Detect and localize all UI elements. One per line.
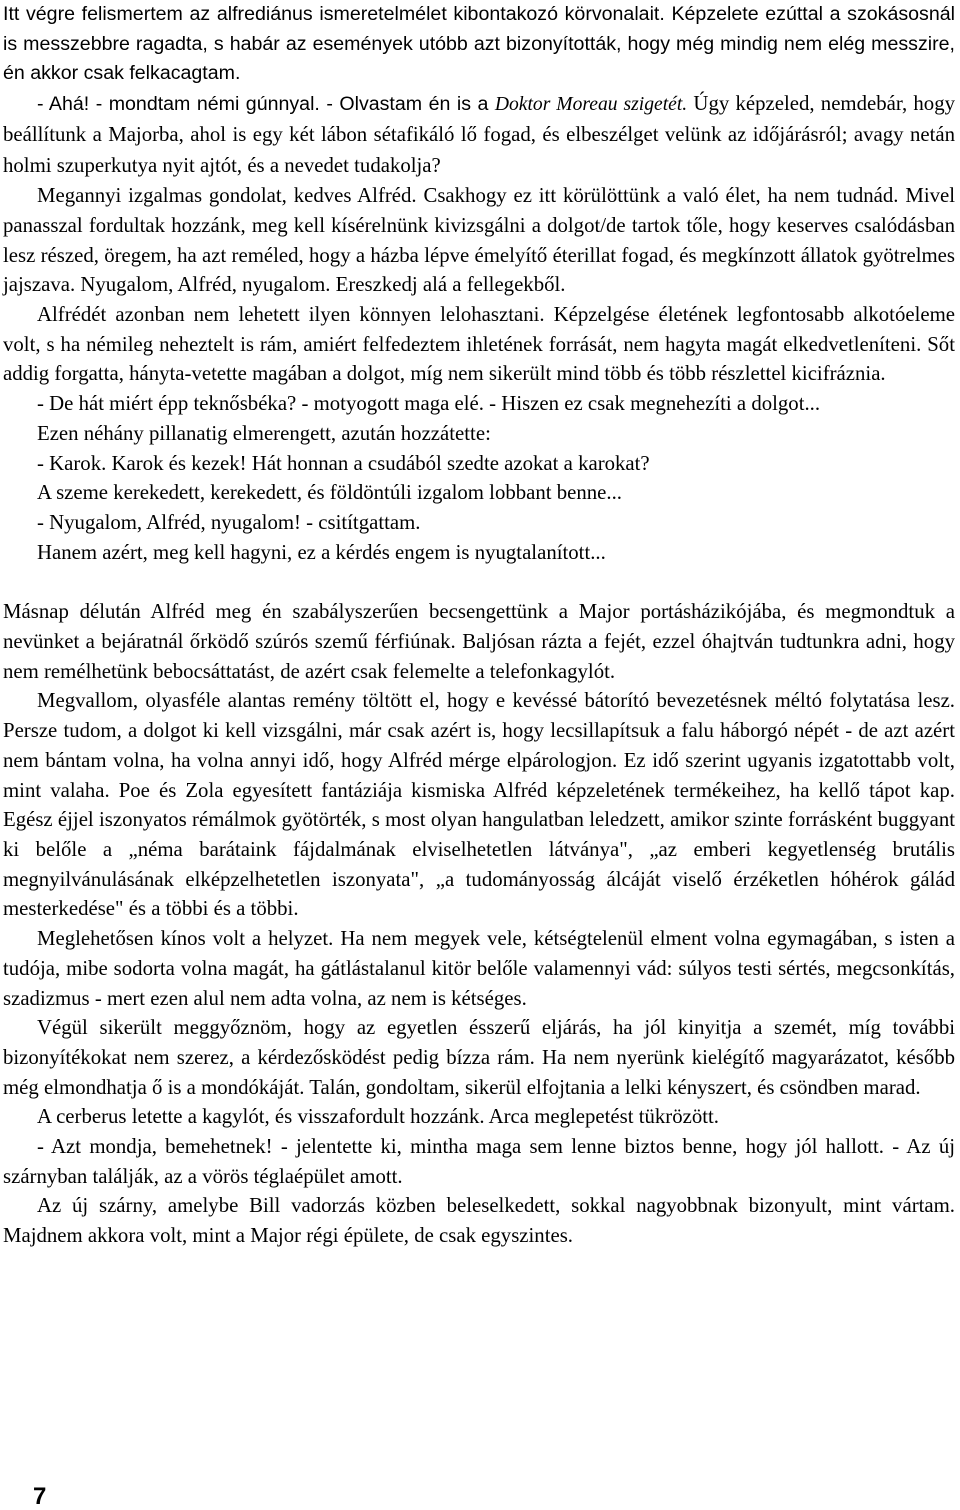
paragraph-11: Másnap délután Alfréd meg én szabályszerűen becsengettünk a Major portásházikójába, és megmondtuk a nevünket a bejáratnál őrködő szúrós szemű férfiúnak. Baljósan rázta a fejét, ezzel óhajtván tudtunkra adni, hogy nem remélhetünk bebocsáttatást, de azért csak felemelte a telefonkagylót. (3, 600, 955, 683)
paragraph-5: - De hát miért épp teknősbéka? - motyogott maga elé. - Hiszen ez csak megnehezíti a dolgot... (37, 392, 821, 416)
paragraph-1: Itt végre felismertem az alfrediánus ismeretelmélet kibontakozó körvonalait. Képzelete ezúttal a szokásosnál is messzebbre ragadta, s habár az események utóbb azt bizonyították, hogy még mindig nem elég messzire, én akkor csak felkacagtam. (3, 3, 955, 85)
paragraph-3: Megannyi izgalmas gondolat, kedves Alfréd. Csakhogy ez itt körülöttünk a való élet, ha nem tudnád. Mivel panasszal fordultak hozzánk, meg kell kísérelnünk kivizsgálni a dolgot/de tartok tőle, hogy keserves csalódásban lesz részed, öregem, ha azt reméled, hogy a házba lépve émelyítő éterillat fogad, és megkínzott állatok gyötrelmes jajszava. Nyugalom, Alfréd, nyugalom. Ereszkedj alá a fellegekből. (3, 184, 955, 297)
book-title-italic: Doktor Moreau szigetét. (494, 94, 688, 116)
paragraph-2 (3, 89, 955, 181)
paragraph-2-part-a: - Ahá! - mondtam némi gúnnyal. - Olvastam én is a (37, 93, 495, 116)
paragraph-9: - Nyugalom, Alfréd, nyugalom! - csitítgattam. (37, 510, 421, 534)
paragraph-6: Ezen néhány pillanatig elmerengett, azután hozzátette: (37, 421, 491, 445)
section-break (3, 567, 955, 597)
paragraph-15: A cerberus letette a kagylót, és visszafordult hozzánk. Arca meglepetést tükrözött. (37, 1105, 720, 1129)
paragraph-10: Hanem azért, meg kell hagyni, ez a kérdés engem is nyugtalanított... (37, 540, 606, 564)
paragraph-12: Megvallom, olyasféle alantas remény töltött el, hogy e kevéssé bátorító bevezetésnek méltó folytatása lesz. Persze tudom, a dolgot ki kell vizsgálni, már csak azért is, hogy lecsillapítsuk a falu háborgó népét - de azt azért nem bántam volna, ha volna annyi idő, hogy Alfréd mérge elpárologjon. Ez idő szerint ugyanis izgatottabb volt, mint valaha. Poe és Zola egyesített fantáziája kismiska Alfréd képzeletének termékeihez, ha kellő tápot kap. Egész éjjel iszonyatos rémálmok gyötörték, s most olyan hangulatban leledzett, amikor szinte forrásként buggyant ki belőle a „néma barátaink fájdalmának elviselhetetlen látványa", „az emberi kegyetlenség brutális megnyilvánulásának elképzelhetetlen iszonyata", „a tudományosság álcáját viselő érzéketlen hóhérok gálád mesterkedése" és a többi és a többi. (3, 689, 955, 921)
document-page (3, 0, 955, 1251)
paragraph-13: Meglehetősen kínos volt a helyzet. Ha nem megyek vele, kétségtelenül elment volna egymagában, s isten a tudója, mibe sodorta volna magát, ha gátlástalanul kitör belőle valamennyi vád: súlyos testi sértés, megcsonkítás, szadizmus - mert ezen alul nem adta volna, az nem is kétséges. (3, 927, 955, 1010)
paragraph-2-part-c: Úgy képzeled, nemdebár, hogy beállítunk a Majorba, ahol is egy két lábon sétafikáló lő fogad, és elbeszélget velünk az időjárásról; avagy netán holmi szuperkutya nyit ajtót, és a nevedet tudakolja? (3, 92, 955, 177)
paragraph-4: Alfrédét azonban nem lehetett ilyen könnyen lelohasztani. Képzelgése életének legfontosabb alkotóeleme volt, s ha némileg neheztelt is rám, amiért felfedeztem ihletének forrását, nem hagyta magát elkedvetleníteni. Sőt addig forgatta, hányta-vetette magában a dolgot, míg nem sikerült mind több és több részlettel kicifráznia. (3, 303, 955, 386)
paragraph-16: - Azt mondja, bemehetnek! - jelentette ki, mintha maga sem lenne biztos benne, hogy jól hallott. - Az új szárnyban találják, az a vörös téglaépület amott. (3, 1135, 955, 1188)
paragraph-8: A szeme kerekedett, kerekedett, és földöntúli izgalom lobbant benne... (37, 481, 623, 505)
page-number: 7 (33, 1483, 47, 1510)
paragraph-17: Az új szárny, amelybe Bill vadorzás közben beleselkedett, sokkal nagyobbnak bizonyult, mint vártam. Majdnem akkora volt, mint a Major régi épülete, de csak egyszintes. (3, 1194, 955, 1248)
paragraph-7: - Karok. Karok és kezek! Hát honnan a csudából szedte azokat a karokat? (37, 451, 650, 475)
paragraph-14: Végül sikerült meggyőznöm, hogy az egyetlen ésszerű eljárás, ha jól kinyitja a szemét, míg további bizonyítékokat nem szerez, a kérdezősködést pedig bízza rám. Ha nem nyerünk kielégítő magyarázatot, később még elmondhatja ő is a mondókáját. Talán, gondoltam, sikerül elfojtania a lelki kényszert, és csöndben marad. (3, 1016, 955, 1099)
